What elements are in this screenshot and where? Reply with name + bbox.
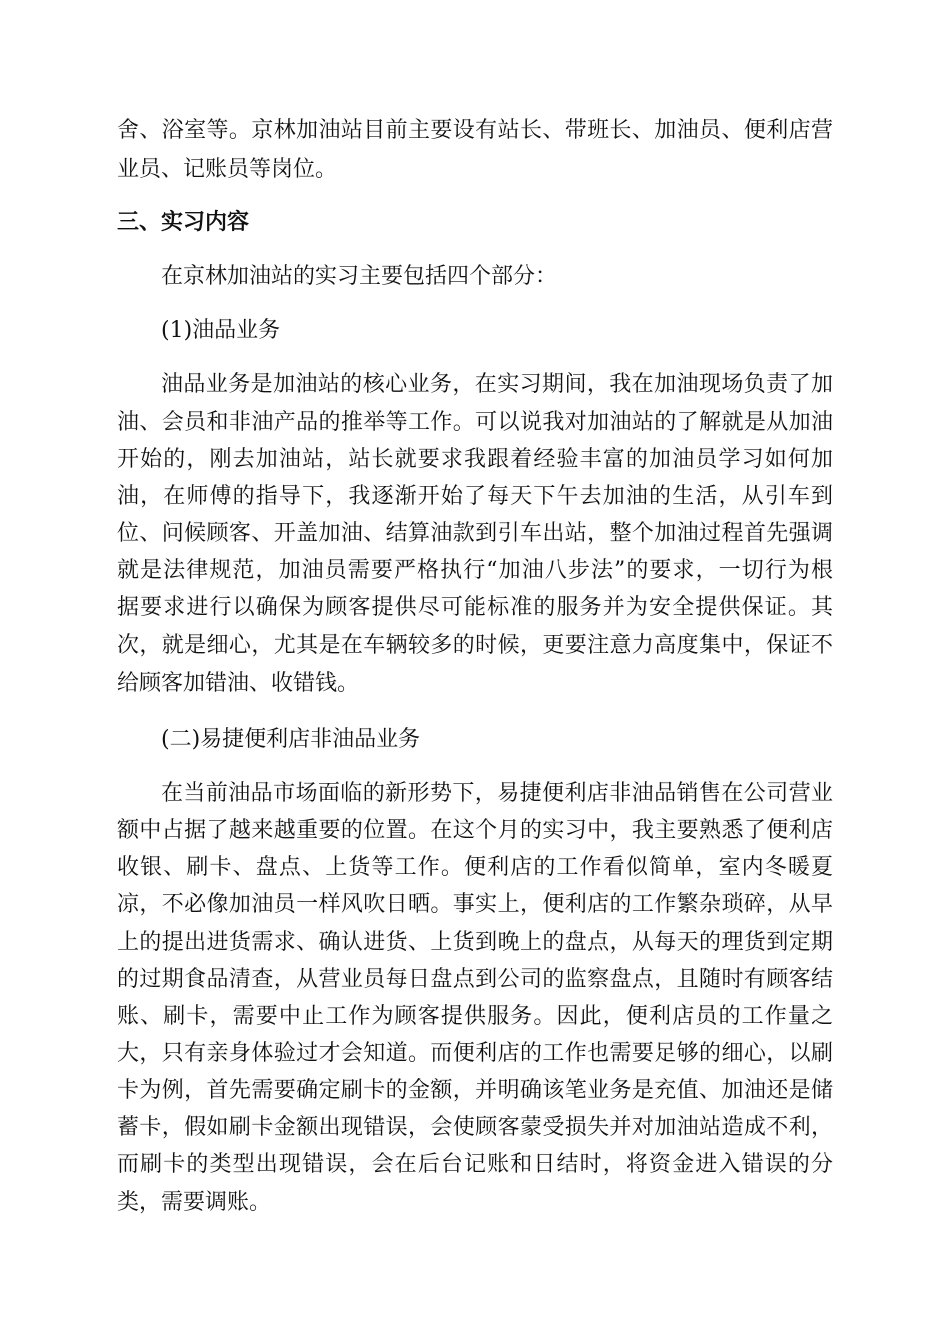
part2-title: (二)易捷便利店非油品业务 xyxy=(161,727,421,752)
section-intro: 在京林加油站的实习主要包括四个部分： xyxy=(161,264,558,289)
part2-line-11: 而刷卡的类型出现错误，会在后台记账和日结时，将资金进入错误的分 xyxy=(117,1152,833,1177)
part1-line-7: 据要求进行以确保为顾客提供尽可能标准的服务并为安全提供保证。其 xyxy=(117,595,833,620)
part2-line-4: 凉，不必像加油员一样风吹日晒。事实上，便利店的工作繁杂琐碎，从早 xyxy=(117,892,833,917)
part2-line-1: 在当前油品市场面临的新形势下，易捷便利店非油品销售在公司营业 xyxy=(161,781,833,806)
part1-line-9: 给顾客加错油、收错钱。 xyxy=(117,671,360,696)
part2-line-8: 大，只有亲身体验过才会知道。而便利店的工作也需要足够的细心，以刷 xyxy=(117,1041,833,1066)
part2-line-2: 额中占据了越来越重要的位置。在这个月的实习中，我主要熟悉了便利店 xyxy=(117,818,833,843)
part2-line-10: 蓄卡，假如刷卡金额出现错误，会使顾客蒙受损失并对加油站造成不利， xyxy=(117,1115,833,1140)
part2-line-9: 卡为例，首先需要确定刷卡的金额，并明确该笔业务是充值、加油还是储 xyxy=(117,1078,833,1103)
part1-line-1: 油品业务是加油站的核心业务，在实习期间，我在加油现场负责了加 xyxy=(161,372,833,397)
part2-line-12: 类，需要调账。 xyxy=(117,1190,272,1215)
part2-line-7: 账、刷卡，需要中止工作为顾客提供服务。因此，便利店员的工作量之 xyxy=(117,1004,833,1029)
part2-line-6: 的过期食品清查，从营业员每日盘点到公司的监察盘点，且随时有顾客结 xyxy=(117,967,833,992)
part1-line-3: 开始的，刚去加油站，站长就要求我跟着经验丰富的加油员学习如何加 xyxy=(117,447,833,472)
part1-line-5: 位、问候顾客、开盖加油、结算油款到引车出站，整个加油过程首先强调 xyxy=(117,521,833,546)
part1-title: (1)油品业务 xyxy=(161,318,281,343)
part2-line-5: 上的提出进货需求、确认进货、上货到晚上的盘点，从每天的理货到定期 xyxy=(117,930,833,955)
part1-line-6: 就是法律规范，加油员需要严格执行“加油八步法”的要求，一切行为根 xyxy=(117,558,833,583)
part1-line-2: 油、会员和非油产品的推举等工作。可以说我对加油站的了解就是从加油 xyxy=(117,410,833,435)
intro-line-2: 业员、记账员等岗位。 xyxy=(117,157,338,182)
part1-line-4: 油，在师傅的指导下，我逐渐开始了每天下午去加油的生活，从引车到 xyxy=(117,484,833,509)
section-heading: 三、实习内容 xyxy=(117,210,250,235)
part2-line-3: 收银、刷卡、盘点、上货等工作。便利店的工作看似简单，室内冬暖夏 xyxy=(117,855,833,880)
part1-line-8: 次，就是细心，尤其是在车辆较多的时候，更要注意力高度集中，保证不 xyxy=(117,633,833,658)
intro-line-1: 舍、浴室等。京林加油站目前主要设有站长、带班长、加油员、便利店营 xyxy=(117,118,833,143)
